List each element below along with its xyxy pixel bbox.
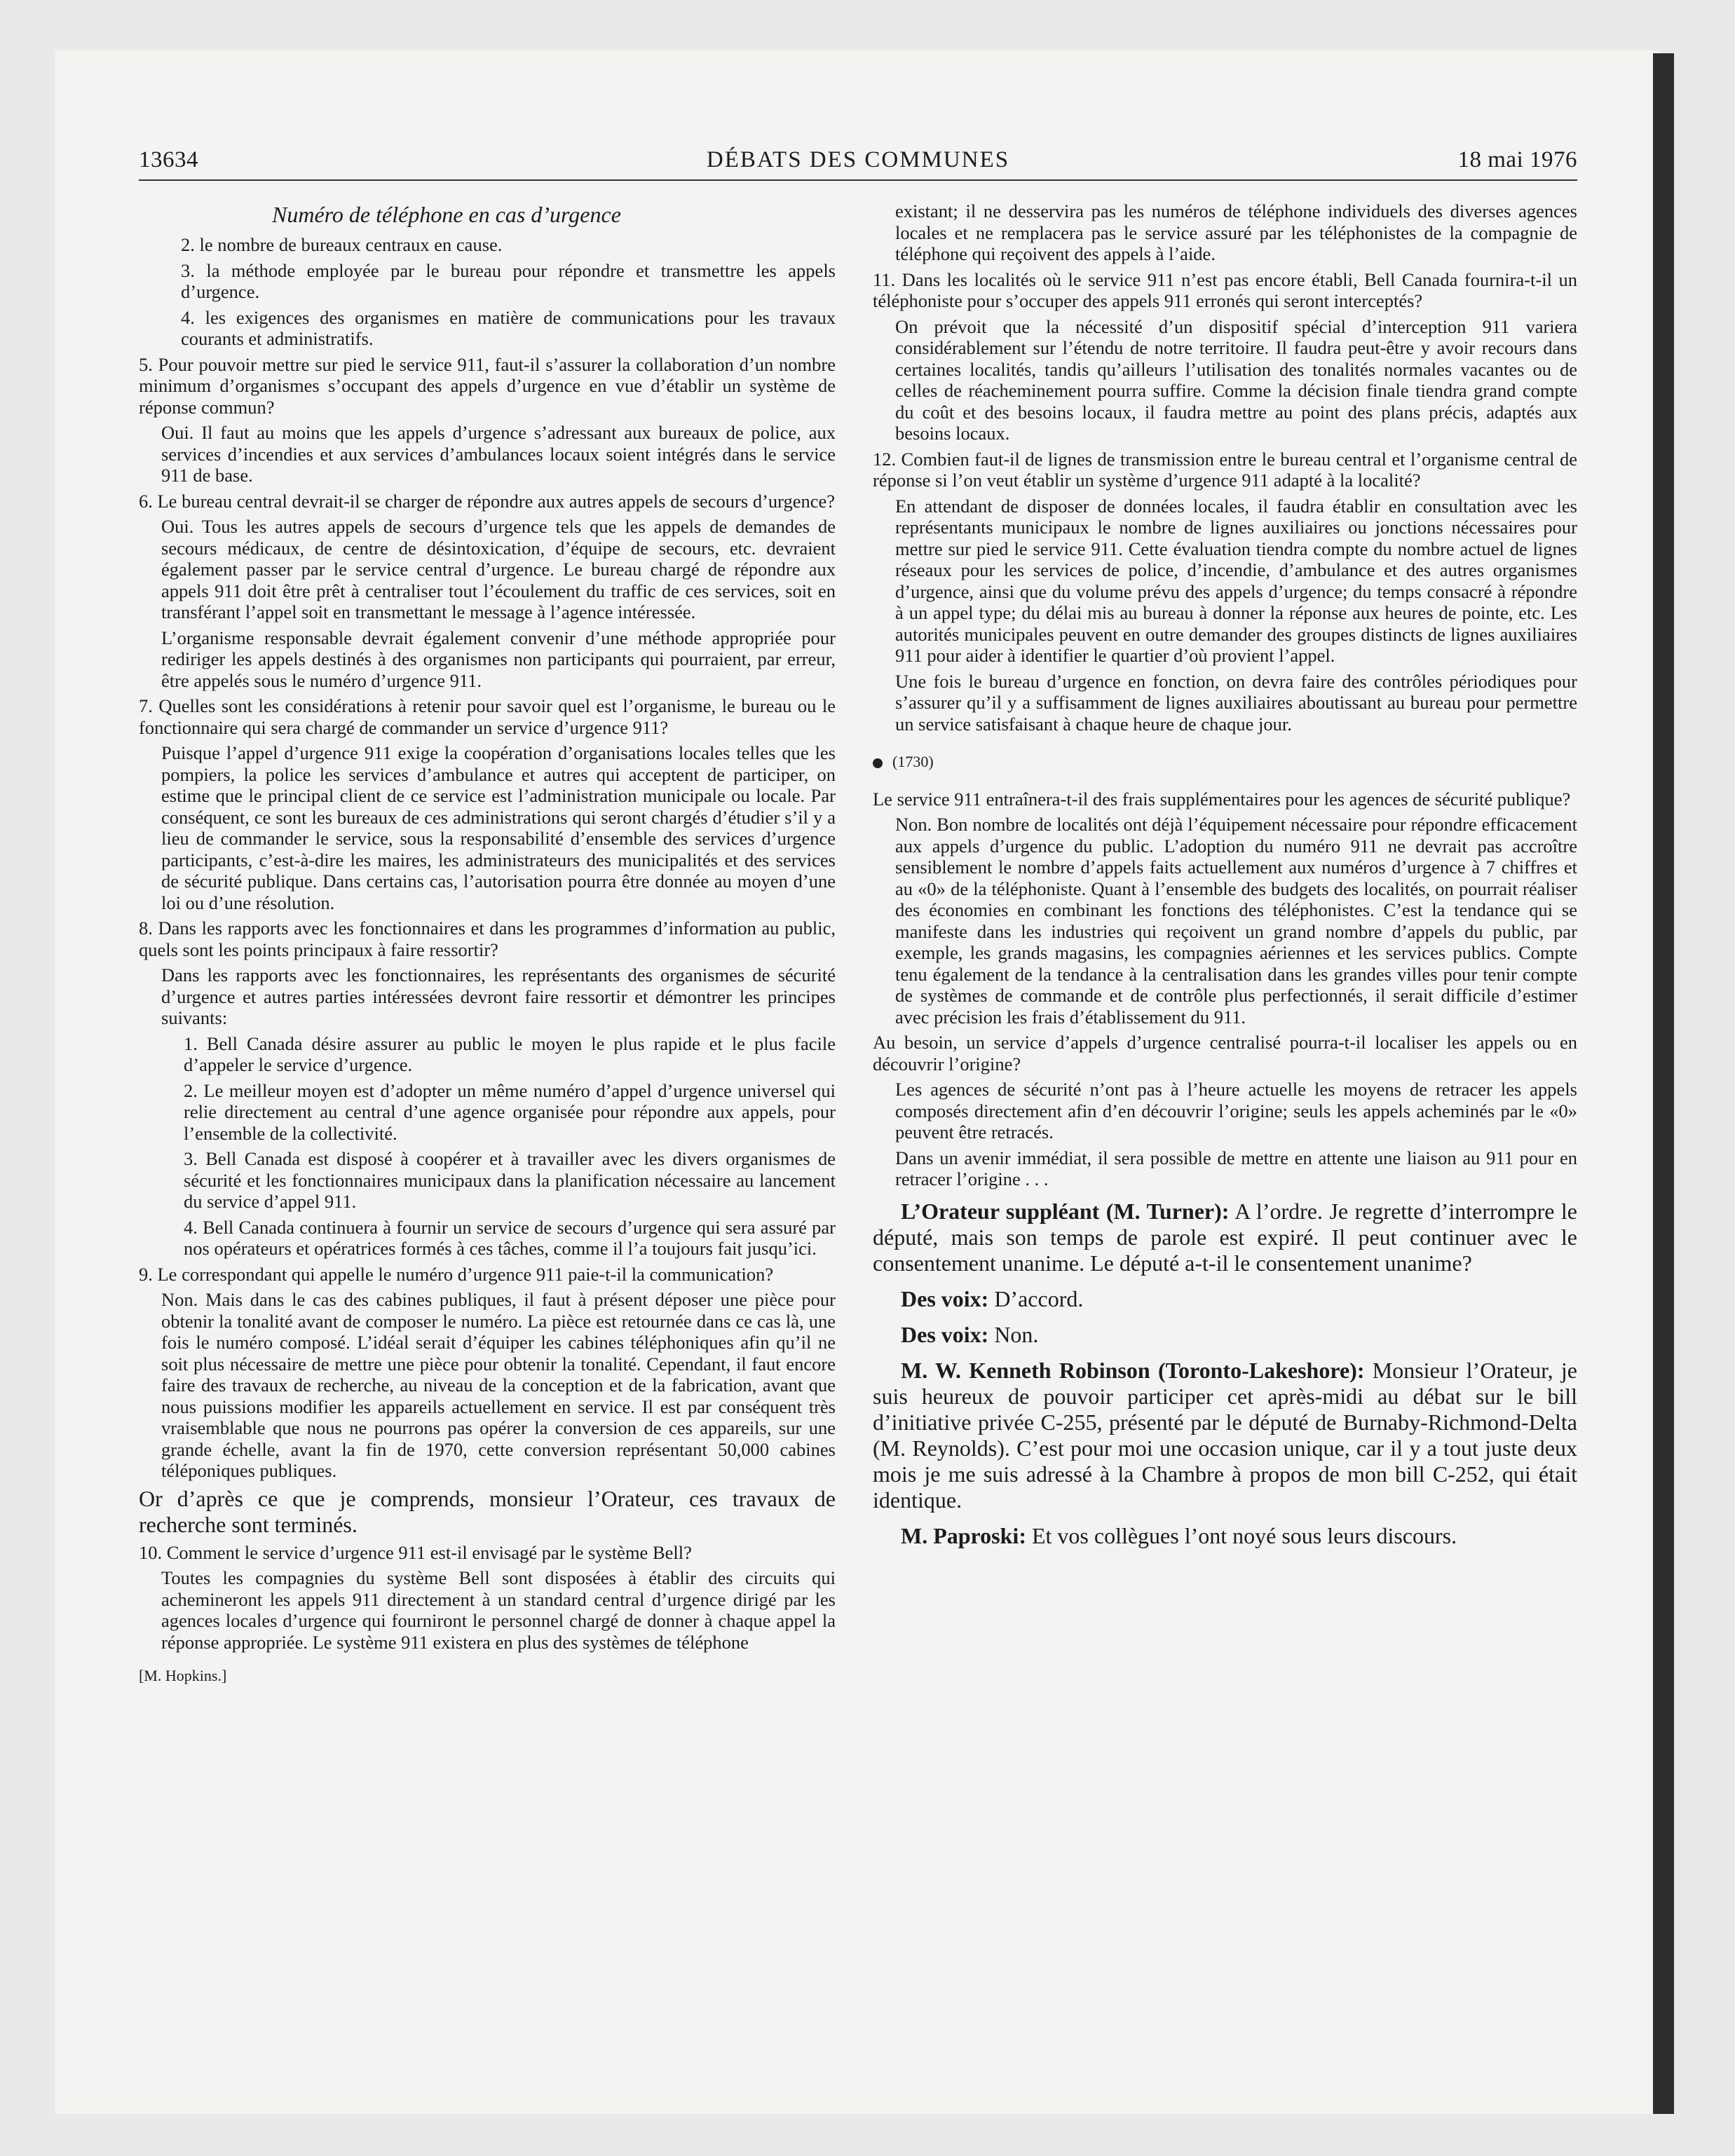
question: 5. Pour pouvoir mettre sur pied le service 911, faut-il s’assurer la collaboration d’un nombre minimum d’organismes s’occupant des appels d’urgence en vue d’établir un système de réponse commun?: [139, 353, 836, 418]
paragraph: 3. la méthode employée par le bureau pour répondre et transmettre les appels d’urgence.: [181, 259, 836, 302]
question: Le service 911 entraînera-t-il des frais supplémentaires pour les agences de sécurité publique?: [873, 788, 1571, 810]
speech-robinson: [873, 1358, 1577, 1513]
answer: Oui. Tous les autres appels de secours d’urgence tels que les appels de demandes de secours médicaux, de centre de désintoxication, d’équipe de secours, etc. devraient également passer par le service central d’urgence. Le bureau chargé de répondre aux appels 911 doit être prêt à centraliser tout l’écoulement du traffic de ces services, soit en transférant l’appel soit en transmettant le message à l’agence intéressée.: [161, 516, 836, 622]
answer: L’organisme responsable devrait également convenir d’une méthode appropriée pour rediriger les appels destinés à des organismes non participants qui pourraient, par erreur, être appelés sous le numéro d’urgence 911.: [161, 627, 836, 691]
scan-edge: [1653, 53, 1674, 2114]
speech-paproski: [873, 1523, 1577, 1549]
section-title: Numéro de téléphone en cas d’urgence: [272, 202, 621, 227]
answer: Toutes les compagnies du système Bell sont disposées à établir des circuits qui achemineront les appels 911 directement à un standard central d’urgence dirigé par les agences locales d’urgence qui fourniront le personnel chargé de donner à chaque appel la réponse appropriée. Le système 911 existera en plus des systèmes de téléphone: [161, 1567, 836, 1653]
paragraph: 2. le nombre de bureaux centraux en cause.: [181, 234, 503, 255]
page-date: 18 mai 1976: [1457, 147, 1577, 172]
question: 9. Le correspondant qui appelle le numéro d’urgence 911 paie-t-il la communication?: [139, 1263, 774, 1285]
speech-text: A l’ordre. Je regrette d’interrompre le député, mais son temps de parole est expiré. Il peut continuer avec le consentement unanime. Le député a-t-il le consentement unanime?: [873, 1198, 1578, 1276]
question: 6. Le bureau central devrait-il se charger de répondre aux autres appels de secours d’urgence?: [139, 490, 836, 512]
speaker-name: M. Paproski:: [901, 1522, 1026, 1548]
left-column: [139, 200, 836, 1687]
question: 7. Quelles sont les considérations à retenir pour savoir quel est l’organisme, le bureau ou le fonctionnaire qui sera chargé de commander un service d’urgence 911?: [139, 695, 836, 738]
question: Au besoin, un service d’appels d’urgence centralisé pourra-t-il localiser les appels ou en découvrir l’origine?: [873, 1032, 1577, 1074]
answer: Oui. Il faut au moins que les appels d’urgence s’adressant aux bureaux de police, aux services d’incendies et aux services d’ambulances locaux soient intégrés dans le service 911 de base.: [161, 422, 836, 486]
question: 8. Dans les rapports avec les fonctionnaires et dans les programmes d’information au public, quels sont les points principaux à faire ressortir?: [139, 917, 836, 960]
principle-item: 2. Le meilleur moyen est d’adopter un même numéro d’appel d’urgence universel qui relie directement au central d’une agence organisée pour répondre aux appels, pour l’ensemble de la collectivité.: [184, 1079, 836, 1144]
speech-text: Et vos collègues l’ont noyé sous leurs discours.: [1026, 1522, 1457, 1548]
speech-voices-yes: [873, 1286, 1577, 1312]
answer: Puisque l’appel d’urgence 911 exige la coopération d’organisations locales telles que les pompiers, la police les services d’ambulance et autres qui acceptent de participer, on estime que le principal client de ce service est l’administration municipale ou locale. Par conséquent, ce sont les bureaux de ces administrations qui seront chargés d’étudier s’il y a lieu de commander le service, sous la responsabilité d’ensemble des services d’urgence participants, c’est-à-dire les maires, les administrateurs des municipalités et des services de sécurité publique. Dans certains cas, l’autorisation pourra être donnée au moyen d’une loi ou d’une résolution.: [161, 742, 836, 913]
bullet-icon: [873, 758, 883, 768]
speech-acting-speaker: [873, 1199, 1577, 1276]
answer: Non. Bon nombre de localités ont déjà l’équipement nécessaire pour répondre efficacement aux appels d’urgence du public. L’adoption du numéro 911 ne devrait pas accroître sensiblement le nombre d’appels faits actuellement aux numéros d’urgence à 7 chiffres et au «0» de la téléphoniste. Quant à l’ensemble des budgets des localités, on pourrait réaliser des économies en combinant les fonctions des téléphonistes. C’est la tendance qui se manifeste dans les industries qui reçoivent un grand nombre d’appels du public, par exemple, les grands magasins, les compagnies aériennes et les services publics. Compte tenu également de la tendance à la centralisation dans les grandes villes pour tenir compte de systèmes de commande et de contrôle plus perfectionnés, il serait difficile d’estimer avec précision les frais d’établissement du 911.: [895, 814, 1577, 1028]
principle-item: 1. Bell Canada désire assurer au public le moyen le plus rapide et le plus facile d’appeler le service d’urgence.: [184, 1032, 836, 1075]
answer: On prévoit que la nécessité d’un dispositif spécial d’interception 911 variera considérablement sur l’étendu de notre territoire. Il faudra peut-être y avoir recours dans certaines localités, tandis qu’ailleurs l’utilisation des tonalités normales vacantes ou de celles de réacheminement pourra suffire. Comme la décision finale tiendra grand compte du coût et des besoins locaux, il faudra mettre au point des plans précis, adaptés aux besoins locaux.: [895, 315, 1577, 444]
question: 10. Comment le service d’urgence 911 est-il envisagé par le système Bell?: [139, 1541, 692, 1563]
answer: Dans un avenir immédiat, il sera possible de mettre en attente une liaison au 911 pour en retracer l’origine . . .: [895, 1147, 1577, 1189]
paragraph: 4. les exigences des organismes en matière de communications pour les travaux courants et administratifs.: [181, 306, 836, 349]
principle-item: 4. Bell Canada continuera à fournir un service de secours d’urgence qui sera assuré par nos opérateurs et opératrices formés à ces tâches, comme il l’a toujours fait jusqu’ici.: [184, 1216, 836, 1259]
speech-text: D’accord.: [988, 1285, 1084, 1311]
page-number: 13634: [139, 147, 198, 172]
question: 12. Combien faut-il de lignes de transmission entre le bureau central et l’organisme central de réponse si l’on veut établir un système d’urgence 911 adapté à la localité?: [873, 448, 1577, 491]
question: 11. Dans les localités où le service 911 n’est pas encore établi, Bell Canada fournira-t-il un téléphoniste pour s’occuper des appels 911 erronés qui seront interceptés?: [873, 268, 1577, 311]
publication-title: DÉBATS DES COMMUNES: [706, 147, 1010, 172]
speech-paragraph: Or d’après ce que je comprends, monsieur l’Orateur, ces travaux de recherche sont terminés.: [139, 1485, 836, 1537]
answer: existant; il ne desservira pas les numéros de téléphone individuels des diverses agences locales et ne remplacera pas le service assuré par les téléphonistes de la compagnie de téléphone qui reçoivent des appels à l’aide.: [895, 200, 1577, 264]
time-marker: [873, 751, 1577, 773]
speaker-name: M. W. Kenneth Robinson (Toronto-Lakeshore):: [901, 1357, 1365, 1383]
speaker-note: [M. Hopkins.]: [139, 1667, 227, 1684]
principle-item: 3. Bell Canada est disposé à coopérer et à travailler avec les divers organismes de sécurité et les fonctionnaires municipaux dans la planification nécessaire au lancement du service d’appel 911.: [184, 1148, 836, 1212]
answer: Non. Mais dans le cas des cabines publiques, il faut à présent déposer une pièce pour obtenir la tonalité avant de composer le numéro. La pièce est retournée dans ce cas là, une fois le numéro composé. L’idéal serait d’équiper les cabines téléphoniques afin qu’il ne soit plus nécessaire de mettre une pièce pour obtenir la tonalité. Cependant, il faut encore faire des travaux de recherche, au niveau de la conception et de la fabrication, avant que nous puissions modifier les appareils actuellement en service. Il est par conséquent très vraisemblable que nous ne pourrons pas opérer la conversion de ces appareils, sur une grande échelle, avant la fin de 1970, cette conversion représentant 50,000 cabines téléponiques publiques.: [161, 1289, 836, 1481]
page-header: [139, 146, 1577, 181]
speaker-name: L’Orateur suppléant (M. Turner):: [901, 1198, 1230, 1224]
speaker-name: Des voix:: [901, 1321, 989, 1347]
answer: Une fois le bureau d’urgence en fonction, on devra faire des contrôles périodiques pour s’assurer qu’il y a suffisamment de lignes auxiliaires aboutissant au bureau pour permettre un service satisfaisant à chaque heure de chaque jour.: [895, 670, 1577, 735]
speech-text: Monsieur l’Orateur, je suis heureux de pouvoir participer cet après-midi au débat sur le bill d’initiative privée C-255, présenté par le député de Burnaby-Richmond-Delta (M. Reynolds). C’est pour moi une occasion unique, car il y a tout juste deux mois je me suis adressé à la Chambre à propos de mon bill C-252, qui était identique.: [873, 1357, 1577, 1513]
answer: En attendant de disposer de données locales, il faudra établir en consultation avec les représentants municipaux le nombre de lignes auxiliaires ou jonctions nécessaires pour mettre sur pied le service 911. Cette évaluation tiendra compte du nombre actuel de lignes réseaux pour les services de police, d’incendie, d’ambulance et des autres organismes d’urgence, ainsi que du volume prévu des appels d’urgence; du temps consacré à répondre à un appel type; du délai mis au bureau à donner la réponse aux heures de pointe, etc. Les autorités municipales peuvent en outre demander des groupes distincts de lignes auxiliaires 911 pour aider à identifier le quartier d’où provient l’appel.: [895, 495, 1577, 666]
right-column: [873, 200, 1577, 1559]
answer: Dans les rapports avec les fonctionnaires, les représentants des organismes de sécurité d’urgence et autres parties intéressées devront faire ressortir et démontrer les principes suivants:: [161, 964, 836, 1028]
time-marker-text: (1730): [892, 753, 934, 770]
speech-text: Non.: [988, 1321, 1039, 1347]
speaker-name: Des voix:: [901, 1285, 989, 1311]
speech-voices-no: [873, 1322, 1577, 1348]
answer: Les agences de sécurité n’ont pas à l’heure actuelle les moyens de retracer les appels composés directement afin d’en découvrir l’origine; seuls les appels acheminés par le «0» peuvent être retracés.: [895, 1079, 1577, 1142]
